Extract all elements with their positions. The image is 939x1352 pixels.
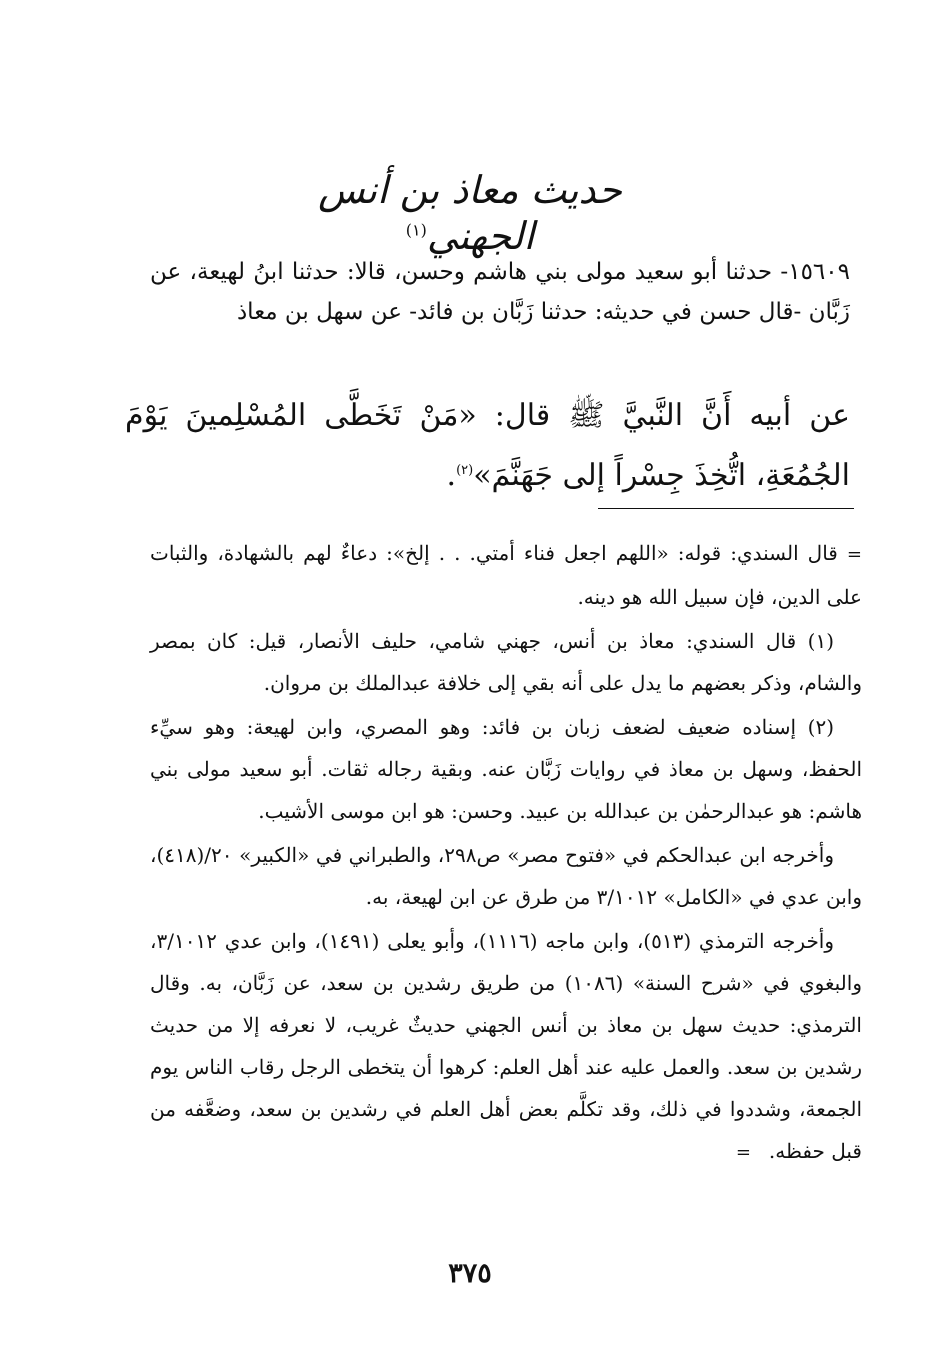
trailing-continuation-marker: = <box>735 1142 751 1163</box>
hadith-matn <box>125 388 850 503</box>
chapter-title <box>250 168 690 259</box>
footnotes <box>150 532 862 1174</box>
footnote-2 <box>150 706 862 832</box>
hadith-isnad-text: ١٥٦٠٩- حدثنا أبو سعيد مولى بني هاشم وحسن، قالا: حدثنا ابنُ لهيعة، عن زَبَّان -قال حسن في حديثه: حدثنا زَبَّان بن فائد- عن سهل بن معاذ <box>150 259 850 325</box>
matn-footnote-ref: (٢) <box>456 463 474 478</box>
footnote-1 <box>150 620 862 704</box>
takhrij-paragraph-2 <box>150 920 862 1174</box>
footnote-continuation-text: قال السندي: قوله: «اللهم اجعل فناء أمتي. . . إلخ»: دعاءٌ لهم بالشهادة، والثبات على الدين، فإن سبيل الله هو دينه. <box>150 541 862 609</box>
footnote-2-text: (٢) إسناده ضعيف لضعف زبان بن فائد: وهو المصري، وابن لهيعة: وهو سيِّء الحفظ، وسهل بن معاذ في روايات زَبَّان عنه. وبقية رجاله ثقات. أبو سعيد مولى بني هاشم: هو عبدالرحمٰن بن عبدالله بن عبيد. وحسن: هو ابن موسى الأشيب. <box>150 715 862 823</box>
continuation-marker: = <box>846 544 862 565</box>
page-number: ٣٧٥ <box>448 1258 492 1289</box>
takhrij-2-text: وأخرجه الترمذي (٥١٣)، وابن ماجه (١١١٦)، وأبو يعلى (١٤٩١)، وابن عدي ٣/١٠١٢، والبغوي في «شرح السنة» (١٠٨٦) من طريق رشدين بن سعد، عن زَبَّان، به. وقال الترمذي: حديث سهل بن معاذ بن أنس الجهني حديثٌ غريب، لا نعرفه إلا من حديث رشدين بن سعد. والعمل عليه عند أهل العلم: كرهوا أن يتخطى الرجل رقاب الناس يوم الجمعة، وشددوا في ذلك، وقد تكلَّم بعض أهل العلم في رشدين بن سعد، وضعَّفه من قبل حفظه. <box>150 929 862 1163</box>
title-footnote-ref: (١) <box>405 219 427 239</box>
hadith-matn-text: عن أبيه أَنَّ النَّبيَّ ﷺ قال: «مَنْ تَخَطَّى المُسْلِمينَ يَوْمَ الجُمُعَةِ، اتُّخِذَ جِسْراً إلى جَهَنَّمَ» <box>125 398 850 493</box>
footnote-continuation <box>150 532 862 618</box>
hadith-isnad <box>150 252 850 332</box>
footnote-separator <box>598 508 854 509</box>
footnote-1-text: (١) قال السندي: معاذ بن أنس، جهني شامي، حليف الأنصار، قيل: كان بمصر والشام، وذكر بعضهم ما يدل على أنه بقي إلى خلافة عبدالملك بن مروان. <box>150 629 862 695</box>
takhrij-1-text: وأخرجه ابن عبدالحكم في «فتوح مصر» ص٢٩٨، والطبراني في «الكبير» ٢٠/(٤١٨)، وابن عدي في «الكامل» ٣/١٠١٢ من طرق عن ابن لهيعة، به. <box>150 843 862 909</box>
takhrij-paragraph-1 <box>150 834 862 918</box>
matn-end: . <box>446 458 457 493</box>
chapter-title-text: حديث معاذ بن أنس الجهني <box>318 168 622 258</box>
